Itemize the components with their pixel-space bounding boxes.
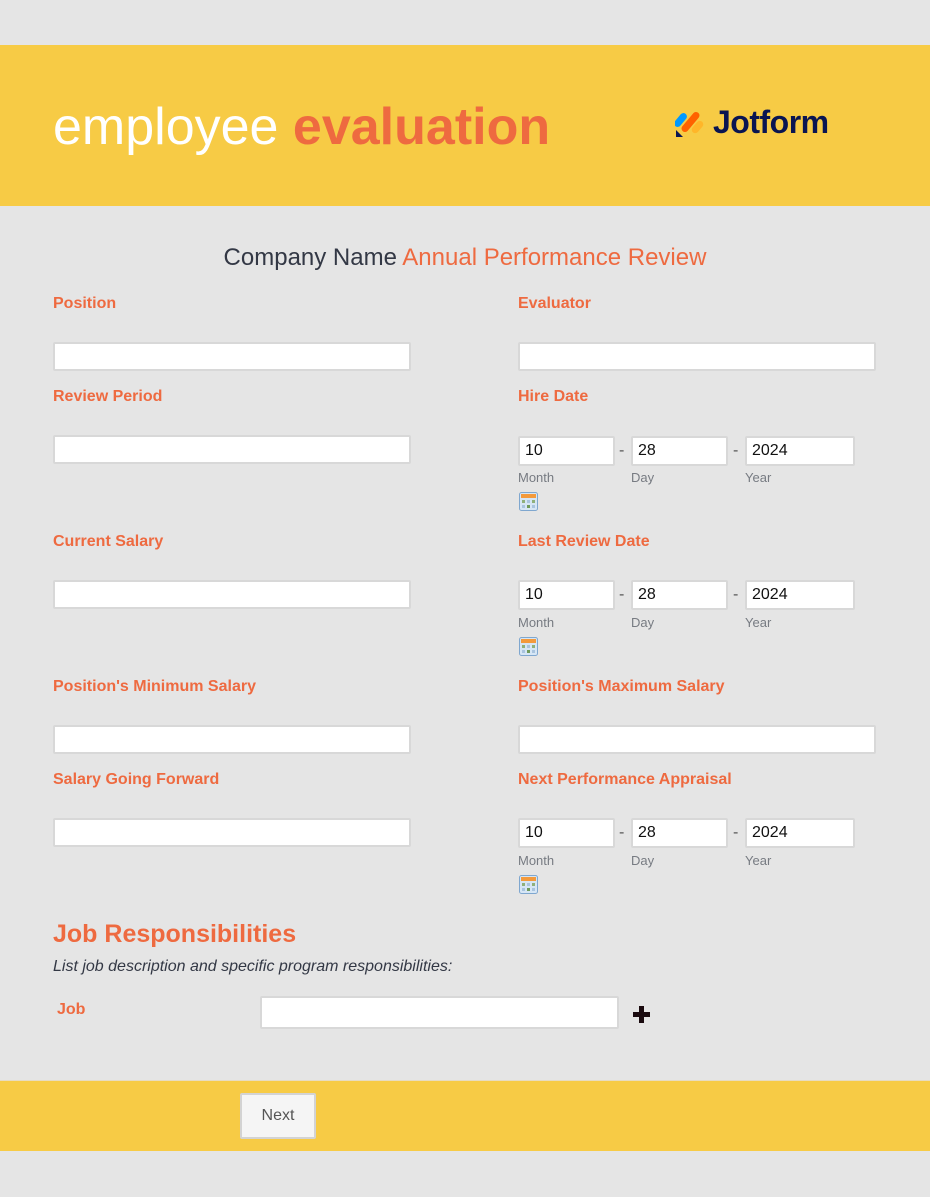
calendar-icon[interactable]: [519, 875, 538, 894]
min-salary-label: Position's Minimum Salary: [53, 678, 256, 695]
job-responsibilities-heading: Job Responsibilities: [53, 920, 297, 948]
date-separator: -: [619, 442, 625, 459]
date-separator: -: [619, 824, 625, 841]
header-title: [53, 97, 550, 157]
last-review-date-label: Last Review Date: [518, 533, 650, 550]
form-title: [0, 243, 930, 273]
last-review-day-input[interactable]: [631, 580, 728, 610]
current-salary-input[interactable]: [53, 580, 411, 609]
calendar-icon[interactable]: [519, 637, 538, 656]
hire-date-year-input[interactable]: [745, 436, 855, 466]
evaluator-label: Evaluator: [518, 295, 591, 312]
job-responsibilities-subtitle: List job description and specific program responsibilities:: [53, 958, 453, 975]
hire-date-day-input[interactable]: [631, 436, 728, 466]
year-sublabel: Year: [745, 853, 772, 868]
jotform-logo-icon: [675, 106, 707, 138]
next-appraisal-year-input[interactable]: [745, 818, 855, 848]
jotform-logo: [675, 104, 829, 140]
month-sublabel: Month: [518, 615, 555, 630]
last-review-year-input[interactable]: [745, 580, 855, 610]
header-title-part1: employee: [53, 98, 279, 156]
hire-date-month-input[interactable]: [518, 436, 615, 466]
logo-text: Jotform: [713, 104, 829, 140]
month-sublabel: Month: [518, 470, 555, 485]
hire-date-label: Hire Date: [518, 388, 589, 405]
day-sublabel: Day: [631, 853, 655, 868]
day-sublabel: Day: [631, 615, 655, 630]
min-salary-input[interactable]: [53, 725, 411, 754]
year-sublabel: Year: [745, 615, 772, 630]
next-appraisal-day-input[interactable]: [631, 818, 728, 848]
header-title-part2: evaluation: [292, 98, 551, 156]
company-name: Company Name: [223, 244, 397, 271]
position-input[interactable]: [53, 342, 411, 371]
current-salary-label: Current Salary: [53, 533, 164, 550]
next-button[interactable]: Next: [240, 1093, 316, 1139]
next-appraisal-label: Next Performance Appraisal: [518, 771, 732, 788]
date-separator: -: [733, 586, 739, 603]
job-label: Job: [57, 1001, 86, 1018]
next-appraisal-month-input[interactable]: [518, 818, 615, 848]
review-period-label: Review Period: [53, 388, 163, 405]
date-separator: -: [619, 586, 625, 603]
last-review-month-input[interactable]: [518, 580, 615, 610]
form-footer: [0, 1080, 930, 1151]
salary-forward-input[interactable]: [53, 818, 411, 847]
evaluator-input[interactable]: [518, 342, 876, 371]
max-salary-label: Position's Maximum Salary: [518, 678, 725, 695]
year-sublabel: Year: [745, 470, 772, 485]
plus-icon[interactable]: [632, 1005, 651, 1024]
month-sublabel: Month: [518, 853, 555, 868]
job-input[interactable]: [260, 996, 619, 1029]
max-salary-input[interactable]: [518, 725, 876, 754]
position-label: Position: [53, 295, 117, 312]
salary-forward-label: Salary Going Forward: [53, 771, 220, 788]
review-title: Annual Performance Review: [402, 244, 707, 271]
review-period-input[interactable]: [53, 435, 411, 464]
day-sublabel: Day: [631, 470, 655, 485]
calendar-icon[interactable]: [519, 492, 538, 511]
date-separator: -: [733, 824, 739, 841]
date-separator: -: [733, 442, 739, 459]
